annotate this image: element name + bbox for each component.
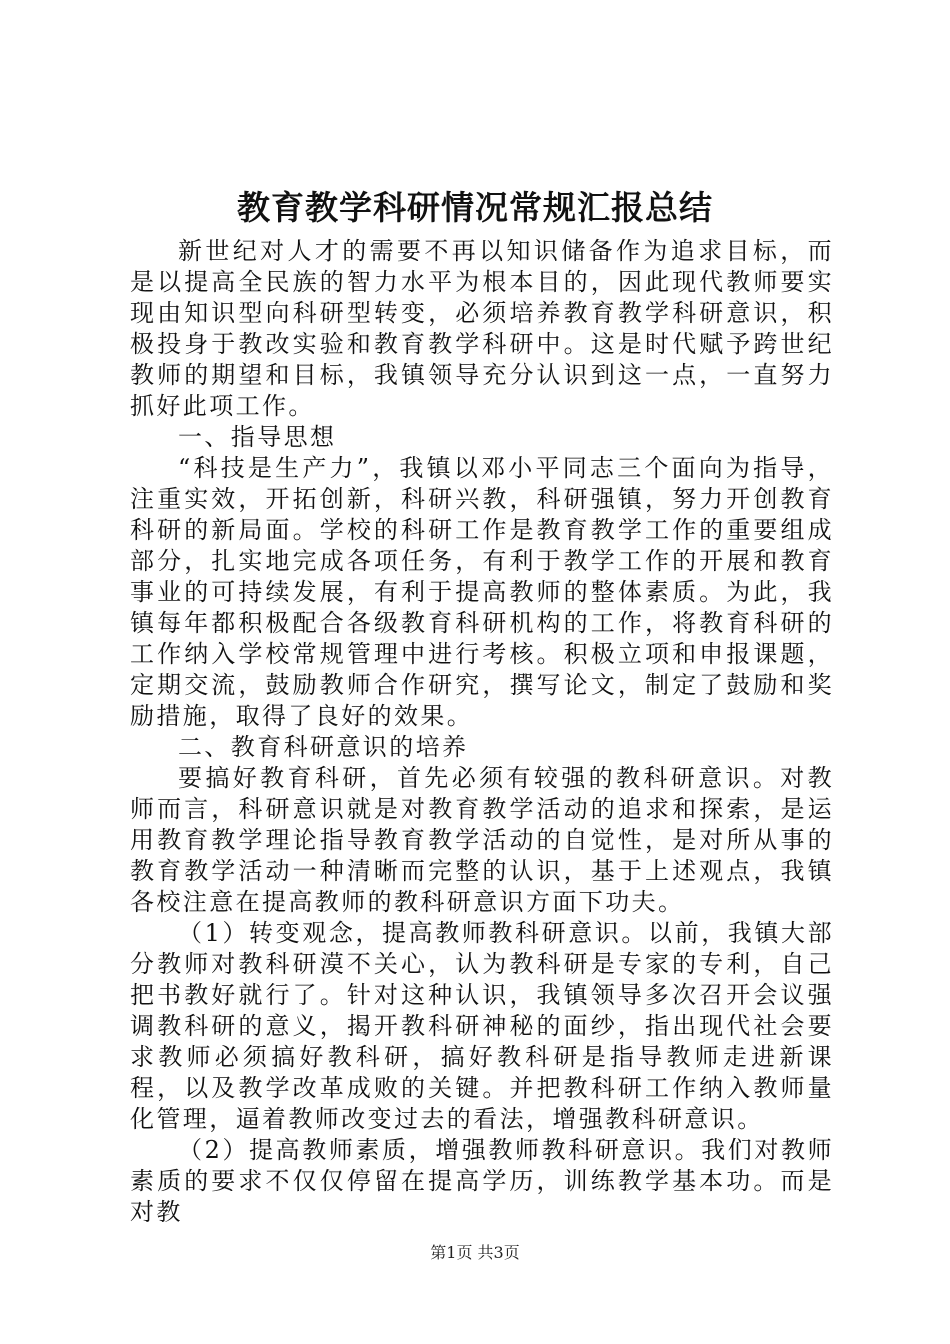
section-heading-guiding-ideology: 一、指导思想 — [178, 423, 337, 451]
paragraph-point-1: （1）转变观念，提高教师教科研意识。以前，我镇大部分教师对教科研漠不关心，认为教科研是专家的专利，自己把书教好就行了。针对这种认识，我镇领导多次召开会议强调教科研的意义，揭开教科研神秘的面纱，指出现代社会要求教师必须搞好教科研，搞好教科研是指导教师走进新课程，以及教学改革成败的关键。并把教科研工作纳入教师量化管理，逼着教师改变过去的看法，增强教科研意识。 — [130, 919, 834, 1133]
paragraph-research-awareness: 要搞好教育科研，首先必须有较强的教科研意识。对教师而言，科研意识就是对教育教学活动的追求和探索，是运用教育教学理论指导教育教学活动的自觉性，是对所从事的教育教学活动一种清晰而完整的认识，基于上述观点，我镇各校注意在提高教师的教科研意识方面下功夫。 — [130, 764, 834, 916]
paragraph-point-2: （2）提高教师素质，增强教师教科研意识。我们对教师素质的要求不仅仅停留在提高学历，训练教学基本功。而是对教 — [130, 1136, 834, 1226]
section-heading-research-awareness: 二、教育科研意识的培养 — [178, 733, 469, 761]
paragraph-guiding-ideology: “科技是生产力”，我镇以邓小平同志三个面向为指导，注重实效，开拓创新，科研兴教，科研强镇，努力开创教育科研的新局面。学校的科研工作是教育教学工作的重要组成部分，扎实地完成各项任务，有利于教学工作的开展和教育事业的可持续发展，有利于提高教师的整体素质。为此，我镇每年都积极配合各级教育科研机构的工作，将教育科研的工作纳入学校常规管理中进行考核。积极立项和申报课题，定期交流，鼓励教师合作研究，撰写论文，制定了鼓励和奖励措施，取得了良好的效果。 — [130, 454, 834, 730]
document-title: 教育教学科研情况常规汇报总结 — [237, 188, 713, 227]
page-footer: 第1页 共3页 — [430, 1243, 520, 1262]
document-body — [130, 236, 834, 1228]
paragraph-intro: 新世纪对人才的需要不再以知识储备作为追求目标，而是以提高全民族的智力水平为根本目的，因此现代教师要实现由知识型向科研型转变，必须培养教育教学科研意识，积极投身于教改实验和教育教学科研中。这是时代赋予跨世纪教师的期望和目标，我镇领导充分认识到这一点，一直努力抓好此项工作。 — [130, 237, 834, 420]
